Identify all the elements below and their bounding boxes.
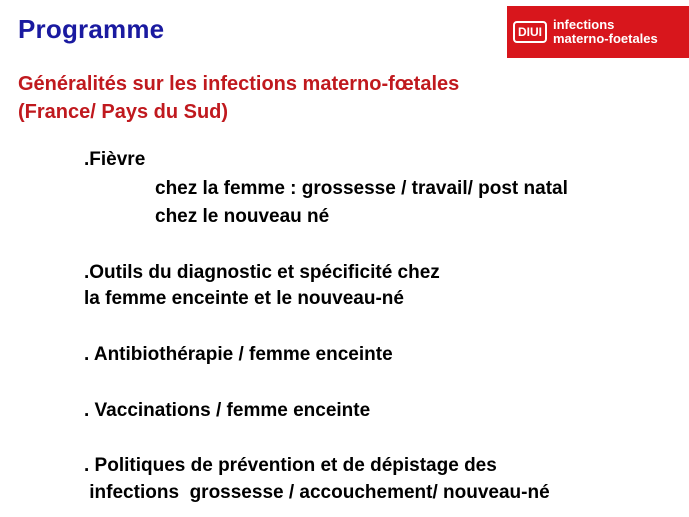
item-outils-line: la femme enceinte et le nouveau-né [84,288,404,309]
logo-line-1: infections [553,17,615,32]
item-fievre-subline: chez la femme : grossesse / travail/ post natal [155,178,568,199]
item-fievre-subline: chez le nouveau né [155,206,330,227]
item-antibio-line: . Antibiothérapie / femme enceinte [84,344,393,365]
logo-badge: DIUI [513,21,547,43]
item-fievre-heading: .Fièvre [84,149,146,170]
item-politiques-line: . Politiques de prévention et de dépistage des [84,455,497,476]
item-politiques-line: infections grossesse / accouchement/ nouveau-né [84,482,550,503]
item-outils-line: .Outils du diagnostic et spécificité chez [84,262,440,283]
subtitle-line-2: (France/ Pays du Sud) [18,101,229,123]
subtitle-line-1: Généralités sur les infections materno-fœtales [18,73,460,95]
item-vaccin-line: . Vaccinations / femme enceinte [84,400,371,421]
logo-line-2: materno-foetales [553,31,658,46]
page-title: Programme [18,14,165,44]
